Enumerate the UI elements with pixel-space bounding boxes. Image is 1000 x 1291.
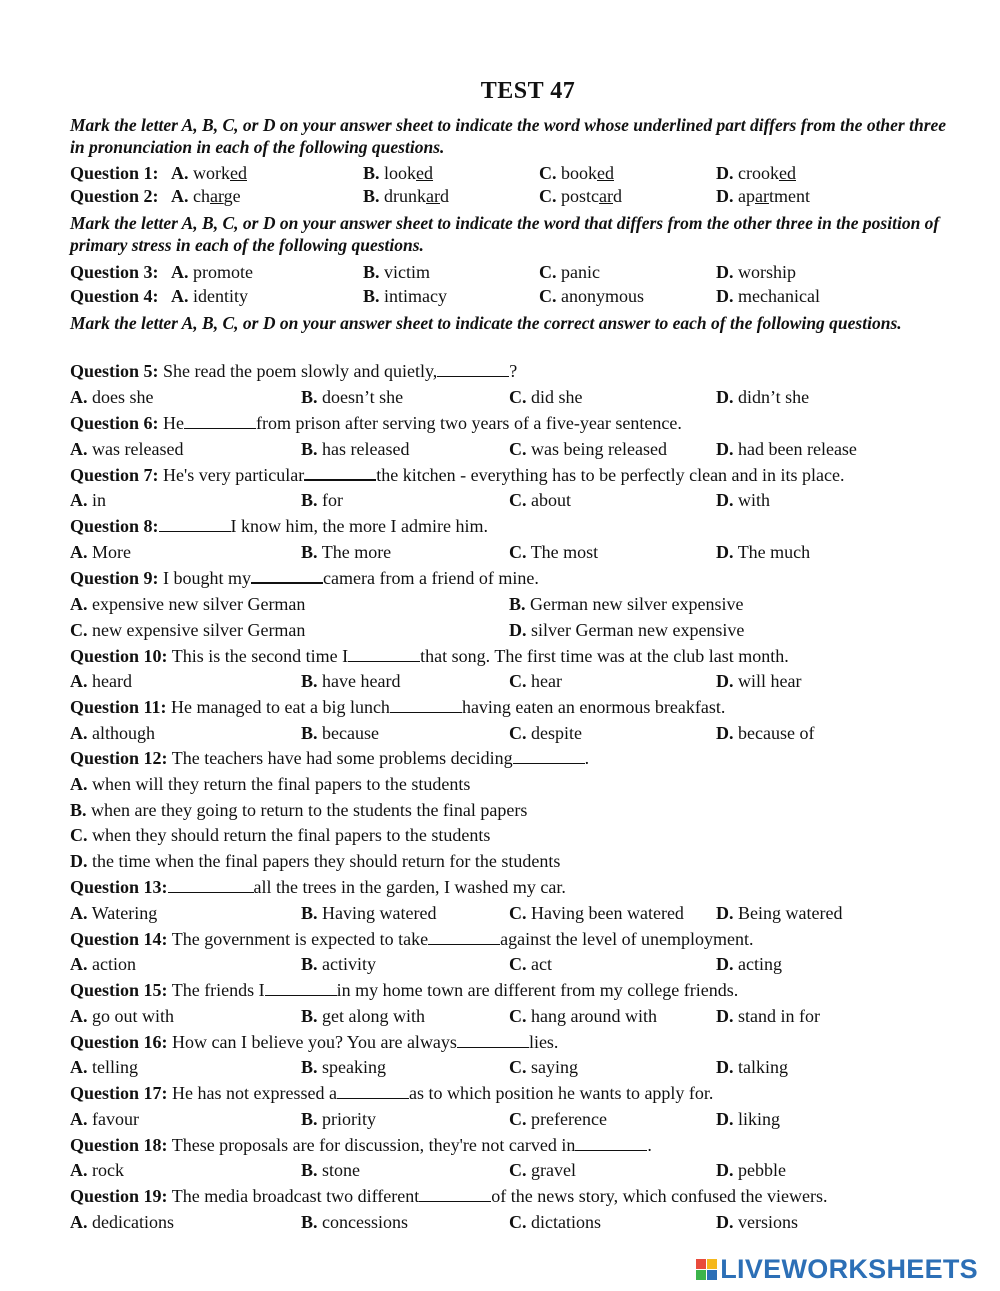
question-4 [70,285,970,307]
option-d[interactable]: D. talking [716,1057,788,1077]
option-b[interactable]: B. has released [301,439,410,459]
question-1 [70,162,970,184]
option-c[interactable]: C. postcard [539,186,622,206]
option-a[interactable]: A. go out with [70,1006,175,1026]
option-c[interactable]: C. act [509,954,552,974]
answer-blank[interactable] [251,568,323,584]
logo-blocks-icon [696,1259,717,1280]
option-b[interactable]: B. have heard [301,671,401,691]
option-a[interactable]: A. dedications [70,1212,174,1232]
option-d[interactable]: D. with [716,490,771,510]
answer-blank[interactable] [419,1187,491,1202]
question-12-option-c[interactable]: C. when they should return the final papers to the students [70,825,491,845]
page-title: TEST 47 [480,78,576,104]
option-a[interactable]: A. action [70,954,136,974]
question-12-stem: Question 12: The teachers have had some problems deciding . [70,748,590,768]
option-d[interactable]: D. mechanical [716,286,820,306]
answer-blank[interactable] [337,1084,409,1099]
answer-blank[interactable] [457,1033,529,1048]
option-d[interactable]: D. will hear [716,671,802,691]
option-a[interactable]: A. favour [70,1109,139,1129]
answer-blank[interactable] [304,465,376,481]
option-a[interactable]: A. rock [70,1160,124,1180]
question-5-stem: Question 5: She read the poem slowly and quietly, ? [70,361,518,381]
option-d[interactable]: D. silver German new expensive [509,620,745,640]
option-a[interactable]: A. worked [171,163,247,183]
option-d[interactable]: D. versions [716,1212,798,1232]
answer-blank[interactable] [159,517,231,532]
option-a[interactable]: A. charge [171,186,241,206]
option-b[interactable]: B. Having watered [301,903,437,923]
option-c[interactable]: C. saying [509,1057,578,1077]
option-b[interactable]: B. stone [301,1160,361,1180]
instruction-stress: Mark the letter A, B, C, or D on your answer sheet to indicate the word that differs from the other three in the position of primary stress in each of the following questions. [70,213,940,255]
question-6-stem: Question 6: He from prison after serving two years of a five-year sentence. [70,413,682,433]
question-15-stem: Question 15: The friends I in my home town are different from my college friends. [70,980,739,1000]
option-a[interactable]: A. promote [171,262,253,282]
question-label: Question 2: [70,186,159,206]
option-b[interactable]: B. intimacy [363,286,447,306]
option-c[interactable]: C. Having been watered [509,903,684,923]
question-label: Question 4: [70,286,159,306]
option-a[interactable]: A. telling [70,1057,138,1077]
option-b[interactable]: B. priority [301,1109,377,1129]
option-b[interactable]: B. activity [301,954,376,974]
option-c[interactable]: C. was being released [509,439,667,459]
brand-name: LIVEWORKSHEETS [720,1254,978,1284]
option-a[interactable]: A. does she [70,387,154,407]
question-12-option-a[interactable]: A. when will they return the final papers to the students [70,774,471,794]
answer-blank[interactable] [575,1136,647,1151]
option-b[interactable]: B. German new silver expensive [509,594,744,614]
question-13-stem: Question 13: all the trees in the garden, I washed my car. [70,877,566,897]
answer-blank[interactable] [513,749,585,764]
option-b[interactable]: B. doesn’t she [301,387,404,407]
question-16-stem: Question 16: How can I believe you? You are always lies. [70,1032,559,1052]
option-b[interactable]: B. concessions [301,1212,408,1232]
option-c[interactable]: C. dictations [509,1212,601,1232]
option-c[interactable]: C. panic [539,262,600,282]
option-b[interactable]: B. speaking [301,1057,386,1077]
option-d[interactable]: D. pebble [716,1160,786,1180]
option-d[interactable]: D. worship [716,262,796,282]
option-c[interactable]: C. hear [509,671,562,691]
option-c[interactable]: C. booked [539,163,614,183]
answer-blank[interactable] [348,647,420,662]
option-a[interactable]: A. expensive new silver German [70,594,306,614]
question-10-stem: Question 10: This is the second time I that song. The first time was at the club last month. [70,646,789,666]
question-2 [70,185,970,207]
option-a[interactable]: A. identity [171,286,248,306]
option-c[interactable]: C. did she [509,387,583,407]
option-b[interactable]: B. because [301,723,379,743]
option-d[interactable]: D. because of [716,723,815,743]
answer-blank[interactable] [390,698,462,713]
question-9-stem: Question 9: I bought my camera from a friend of mine. [70,568,539,588]
option-c[interactable]: C. preference [509,1109,607,1129]
answer-blank[interactable] [168,878,254,893]
liveworksheets-logo[interactable] [696,1254,978,1285]
answer-blank[interactable] [428,930,500,945]
option-a[interactable]: A. Watering [70,903,158,923]
option-c[interactable]: C. anonymous [539,286,644,306]
option-d[interactable]: D. didn’t she [716,387,810,407]
question-8-stem: Question 8: I know him, the more I admire him. [70,516,488,536]
option-a[interactable]: A. was released [70,439,184,459]
question-12-option-d[interactable]: D. the time when the final papers they should return for the students [70,851,561,871]
option-b[interactable]: B. get along with [301,1006,425,1026]
option-d[interactable]: D. acting [716,954,782,974]
question-3 [70,261,970,283]
option-d[interactable]: D. Being watered [716,903,843,923]
question-label: Question 3: [70,262,159,282]
option-c[interactable]: C. The most [509,542,599,562]
answer-blank[interactable] [184,414,256,429]
option-c[interactable]: C. about [509,490,571,510]
option-b[interactable]: B. The more [301,542,392,562]
answer-blank[interactable] [437,362,509,377]
instruction-correct-answer: Mark the letter A, B, C, or D on your answer sheet to indicate the correct answer to each of the following questions. [70,313,902,333]
question-19-stem: Question 19: The media broadcast two different of the news story, which confused the viewers. [70,1186,828,1206]
option-d[interactable]: D. The much [716,542,811,562]
question-12-option-b[interactable]: B. when are they going to return to the students the final papers [70,800,528,820]
question-18-stem: Question 18: These proposals are for discussion, they're not carved in . [70,1135,652,1155]
option-b[interactable]: B. drunkard [363,186,449,206]
option-c[interactable]: C. hang around with [509,1006,657,1026]
question-7-stem: Question 7: He's very particular the kitchen - everything has to be perfectly clean and in its place. [70,465,845,485]
question-14-stem: Question 14: The government is expected to take against the level of unemployment. [70,929,754,949]
option-a[interactable]: A. although [70,723,155,743]
option-a[interactable]: A. in [70,490,107,510]
instruction-pronunciation: Mark the letter A, B, C, or D on your answer sheet to indicate the word whose underlined part differs from the other three in pronunciation in each of the following questions. [70,115,947,157]
option-c[interactable]: C. despite [509,723,582,743]
option-c[interactable]: C. new expensive silver German [70,620,306,640]
option-d[interactable]: D. had been release [716,439,857,459]
answer-blank[interactable] [265,981,337,996]
option-d[interactable]: D. crooked [716,163,796,183]
option-b[interactable]: B. victim [363,262,431,282]
option-d[interactable]: D. stand in for [716,1006,820,1026]
option-b[interactable]: B. looked [363,163,434,183]
option-a[interactable]: A. More [70,542,131,562]
option-d[interactable]: D. liking [716,1109,781,1129]
option-b[interactable]: B. for [301,490,344,510]
question-label: Question 1: [70,163,159,183]
question-11-stem: Question 11: He managed to eat a big lunch having eaten an enormous breakfast. [70,697,726,717]
option-c[interactable]: C. gravel [509,1160,576,1180]
option-d[interactable]: D. apartment [716,186,810,206]
option-a[interactable]: A. heard [70,671,132,691]
question-17-stem: Question 17: He has not expressed a as to which position he wants to apply for. [70,1083,714,1103]
